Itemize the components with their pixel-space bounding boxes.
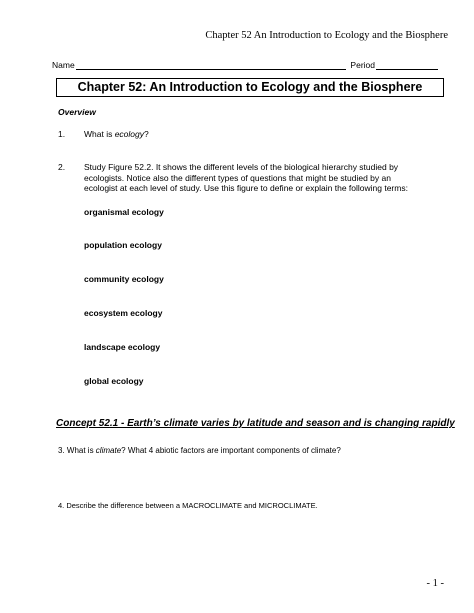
term-global-ecology: global ecology bbox=[84, 376, 144, 386]
question-2-number: 2. bbox=[58, 162, 66, 172]
question-4-text: 4. Describe the difference between a MACROCLIMATE and MICROCLIMATE. bbox=[58, 501, 318, 510]
page-title: Chapter 52: An Introduction to Ecology and the Biosphere bbox=[56, 78, 444, 97]
question-3-text bbox=[58, 446, 341, 455]
overview-heading: Overview bbox=[58, 107, 96, 117]
page-number: - 1 - bbox=[426, 578, 444, 589]
concept-heading: Concept 52.1 - Earth’s climate varies by latitude and season and is changing rapidly bbox=[56, 418, 455, 429]
term-community-ecology: community ecology bbox=[84, 274, 164, 284]
period-blank-line bbox=[376, 60, 438, 70]
term-organismal-ecology: organismal ecology bbox=[84, 207, 164, 217]
question-3-text-after: ? What 4 abiotic factors are important components of climate? bbox=[121, 446, 341, 455]
term-landscape-ecology: landscape ecology bbox=[84, 342, 161, 352]
name-label: Name bbox=[52, 60, 75, 70]
question-1-text-after: ? bbox=[144, 129, 149, 139]
term-ecosystem-ecology: ecosystem ecology bbox=[84, 308, 163, 318]
term-population-ecology: population ecology bbox=[84, 240, 162, 250]
question-1-text bbox=[84, 129, 149, 140]
question-3-text-before: 3. What is bbox=[58, 446, 96, 455]
question-3-term: climate bbox=[95, 446, 122, 455]
name-blank-line bbox=[76, 60, 347, 70]
question-1-number: 1. bbox=[58, 129, 66, 139]
question-1-term: ecology bbox=[114, 129, 145, 139]
question-2-text: Study Figure 52.2. It shows the different levels of the biological hierarchy studied by ecologists. Notice also the different types of questions that might be studied by an ecologist at each level of study. Use this figure to define or explain the following terms: bbox=[84, 162, 408, 193]
name-period-row bbox=[52, 58, 438, 70]
running-header: Chapter 52 An Introduction to Ecology and the Biosphere bbox=[205, 30, 448, 41]
period-label: Period bbox=[350, 60, 375, 70]
question-1-text-before: What is bbox=[84, 129, 115, 139]
